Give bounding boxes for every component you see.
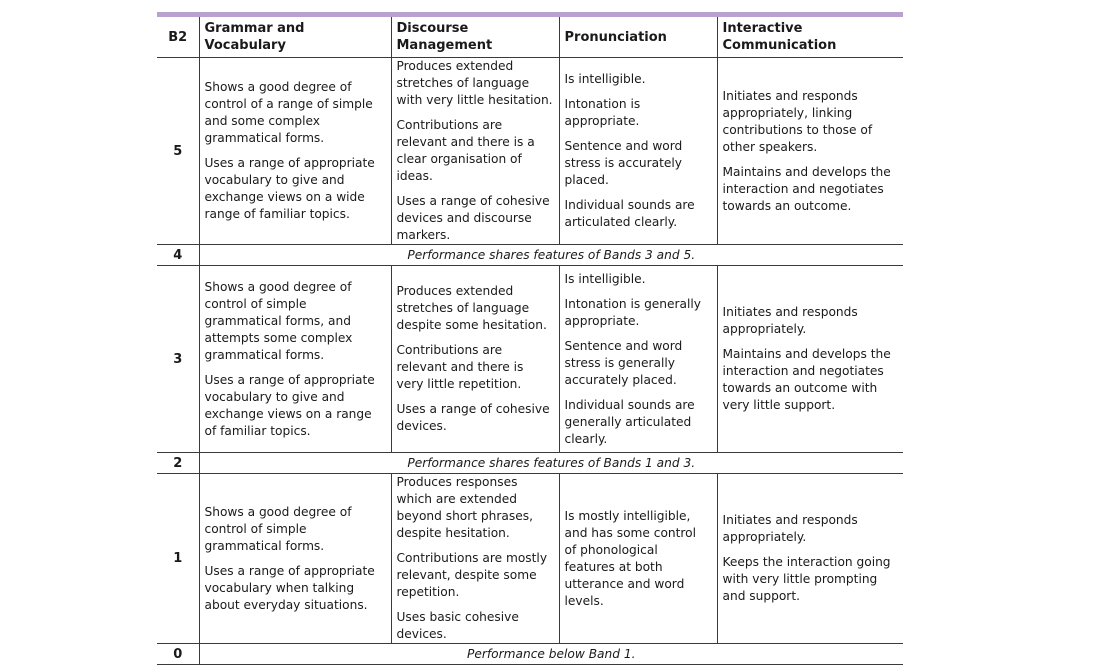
band-number: 0 (157, 644, 199, 665)
descriptor: Individual sounds are generally articulated clearly. (564, 397, 695, 446)
pronunciation-cell (559, 58, 717, 245)
descriptor: Keeps the interaction going with very little prompting and support. (722, 555, 891, 603)
descriptor: Uses a range of cohesive devices. (396, 402, 550, 433)
grammar-vocabulary-header: Grammar and Vocabulary (199, 17, 391, 58)
descriptor: Uses a range of appropriate vocabulary to give and exchange views on a range of familiar topics. (204, 372, 375, 438)
pronunciation-header: Pronunciation (559, 17, 717, 58)
band-5-row (157, 58, 903, 245)
interactive-communication-header: Interactive Communication (717, 17, 903, 58)
band-1-row (157, 474, 903, 644)
descriptor: Intonation is generally appropriate. (564, 296, 701, 328)
descriptor: Is mostly intelligible, and has some control of phonological features at both utterance and word levels. (564, 508, 697, 608)
interactive-communication-cell (717, 474, 903, 644)
descriptor: Individual sounds are articulated clearly. (564, 198, 695, 229)
grammar-vocabulary-cell (199, 474, 391, 644)
band-number: 4 (157, 245, 199, 266)
pronunciation-cell (559, 474, 717, 644)
descriptor: Produces extended stretches of language despite some hesitation. (396, 284, 547, 332)
descriptor: Shows a good degree of control of a range of simple and some complex grammatical forms. (204, 80, 373, 145)
band-note: Performance below Band 1. (199, 644, 903, 665)
descriptor: Maintains and develops the interaction and negotiates towards an outcome. (722, 164, 891, 213)
descriptor: Is intelligible. (564, 72, 646, 86)
descriptor: Sentence and word stress is accurately placed. (564, 139, 683, 187)
band-2-row (157, 453, 903, 474)
descriptor: Maintains and develops the interaction and negotiates towards an outcome with very little support. (722, 347, 891, 412)
interactive-communication-cell (717, 266, 903, 453)
descriptor: Contributions are mostly relevant, despite some repetition. (396, 551, 548, 599)
header-row (157, 17, 903, 58)
descriptor: Initiates and responds appropriately, linking contributions to those of other speakers. (722, 88, 873, 154)
band-number: 1 (157, 474, 199, 644)
descriptor: Produces responses which are extended beyond short phrases, despite hesitation. (396, 475, 533, 540)
interactive-communication-cell (717, 58, 903, 245)
descriptor: Contributions are relevant and there is very little repetition. (396, 343, 524, 391)
discourse-management-cell (391, 474, 559, 644)
band-note: Performance shares features of Bands 3 and 5. (199, 245, 903, 266)
pronunciation-cell (559, 266, 717, 453)
grammar-vocabulary-cell (199, 58, 391, 245)
descriptor: Shows a good degree of control of simple grammatical forms, and attempts some complex grammatical forms. (204, 279, 353, 362)
assessment-scale-table (157, 17, 903, 665)
discourse-management-cell (391, 266, 559, 453)
descriptor: Is intelligible. (564, 271, 646, 286)
descriptor: Uses basic cohesive devices. (396, 610, 519, 641)
level-header: B2 (157, 17, 199, 58)
assessment-scale-sheet (157, 12, 903, 665)
band-4-row (157, 245, 903, 266)
band-0-row (157, 644, 903, 665)
descriptor: Initiates and responds appropriately. (722, 305, 858, 336)
descriptor: Initiates and responds appropriately. (722, 513, 858, 544)
descriptor: Uses a range of cohesive devices and discourse markers. (396, 194, 550, 242)
descriptor: Uses a range of appropriate vocabulary to give and exchange views on a wide range of familiar topics. (204, 156, 375, 221)
band-3-row (157, 266, 903, 453)
discourse-management-cell (391, 58, 559, 245)
descriptor: Intonation is appropriate. (564, 97, 641, 128)
discourse-management-header: Discourse Management (391, 17, 559, 58)
band-number: 5 (157, 58, 199, 245)
descriptor: Contributions are relevant and there is a clear organisation of ideas. (396, 118, 535, 183)
band-note: Performance shares features of Bands 1 and 3. (199, 453, 903, 474)
band-number: 3 (157, 266, 199, 453)
descriptor: Sentence and word stress is generally accurately placed. (564, 338, 683, 387)
descriptor: Shows a good degree of control of simple grammatical forms. (204, 504, 352, 553)
band-number: 2 (157, 453, 199, 474)
grammar-vocabulary-cell (199, 266, 391, 453)
descriptor: Produces extended stretches of language with very little hesitation. (396, 59, 553, 107)
descriptor: Uses a range of appropriate vocabulary when talking about everyday situations. (204, 563, 375, 612)
